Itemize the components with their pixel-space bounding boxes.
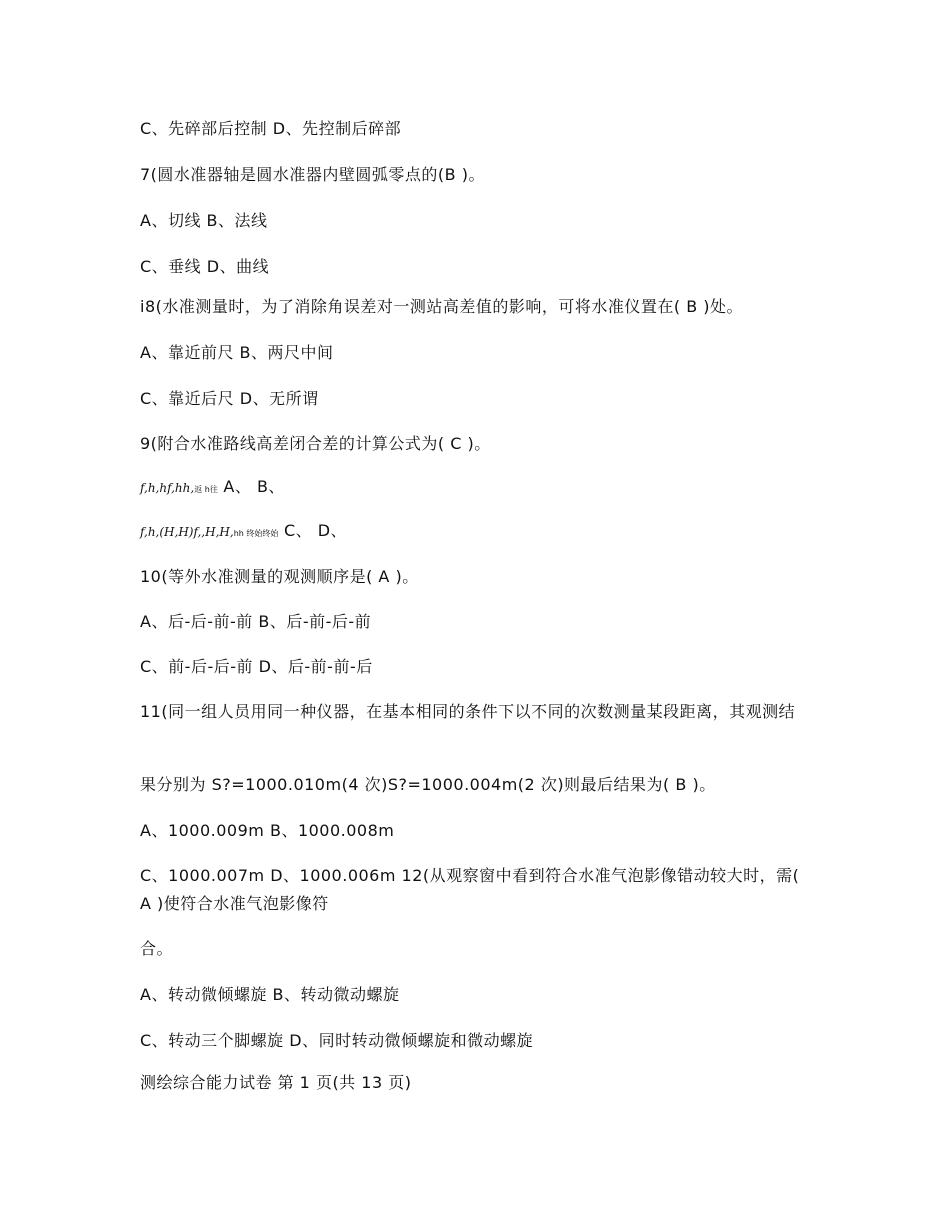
question-12-continued: 合。 [140, 939, 174, 958]
option-line-q8-cd: C、靠近后尺 D、无所谓 [140, 389, 319, 408]
question-11-continued: 果分别为 S?=1000.010m(4 次)S?=1000.004m(2 次)则最后结果为( B )。 [140, 775, 716, 794]
formula-cd-subscript: hh 终始终始 [233, 529, 279, 538]
formula-ab-options: A、 B、 [223, 477, 285, 496]
formula-line-q9-ab [140, 476, 285, 501]
option-line-q11-ab: A、1000.009m B、1000.008m [140, 821, 395, 840]
formula-cd-expression: f,h,(H,H)f,,H,H, [140, 525, 234, 539]
formula-line-q9-cd [140, 520, 347, 545]
option-line-q6-cd: C、先碎部后控制 D、先控制后碎部 [140, 119, 402, 138]
option-line-q10-cd: C、前-后-后-前 D、后-前-前-后 [140, 657, 373, 676]
question-8: ⅰ8(水准测量时，为了消除角误差对一测站高差值的影响，可将水准仪置在( B )处。 [140, 297, 744, 316]
option-line-q10-ab: A、后-后-前-前 B、后-前-后-前 [140, 612, 372, 631]
option-line-q8-ab: A、靠近前尺 B、两尺中间 [140, 343, 334, 362]
option-line-q12-ab: A、转动微倾螺旋 B、转动微动螺旋 [140, 985, 400, 1004]
option-line-q12-cd: C、转动三个脚螺旋 D、同时转动微倾螺旋和微动螺旋 [140, 1031, 534, 1050]
page-footer: 测绘综合能力试卷 第 1 页(共 13 页) [140, 1073, 412, 1092]
formula-ab-expression: f,h,hf,hh, [140, 481, 195, 495]
question-9: 9(附合水准路线高差闭合差的计算公式为( C )。 [140, 434, 491, 453]
formula-cd-options: C、 D、 [283, 521, 348, 540]
question-10: 10(等外水准测量的观测顺序是( A )。 [140, 567, 419, 586]
question-11: 11(同一组人员用同一种仪器，在基本相同的条件下以不同的次数测量某段距离，其观测结 [140, 702, 796, 721]
option-line-q11-cd-question-12: C、1000.007m D、1000.006m 12(从观察窗中看到符合水准气泡影像错动较大时，需( A )使符合水准气泡影像符 [140, 866, 800, 913]
question-7: 7(圆水准器轴是圆水准器内壁圆弧零点的(B )。 [140, 165, 485, 184]
formula-ab-subscript: 返 h往 [194, 485, 218, 494]
option-line-q7-ab: A、切线 B、法线 [140, 211, 268, 230]
option-line-q7-cd: C、垂线 D、曲线 [140, 257, 270, 276]
